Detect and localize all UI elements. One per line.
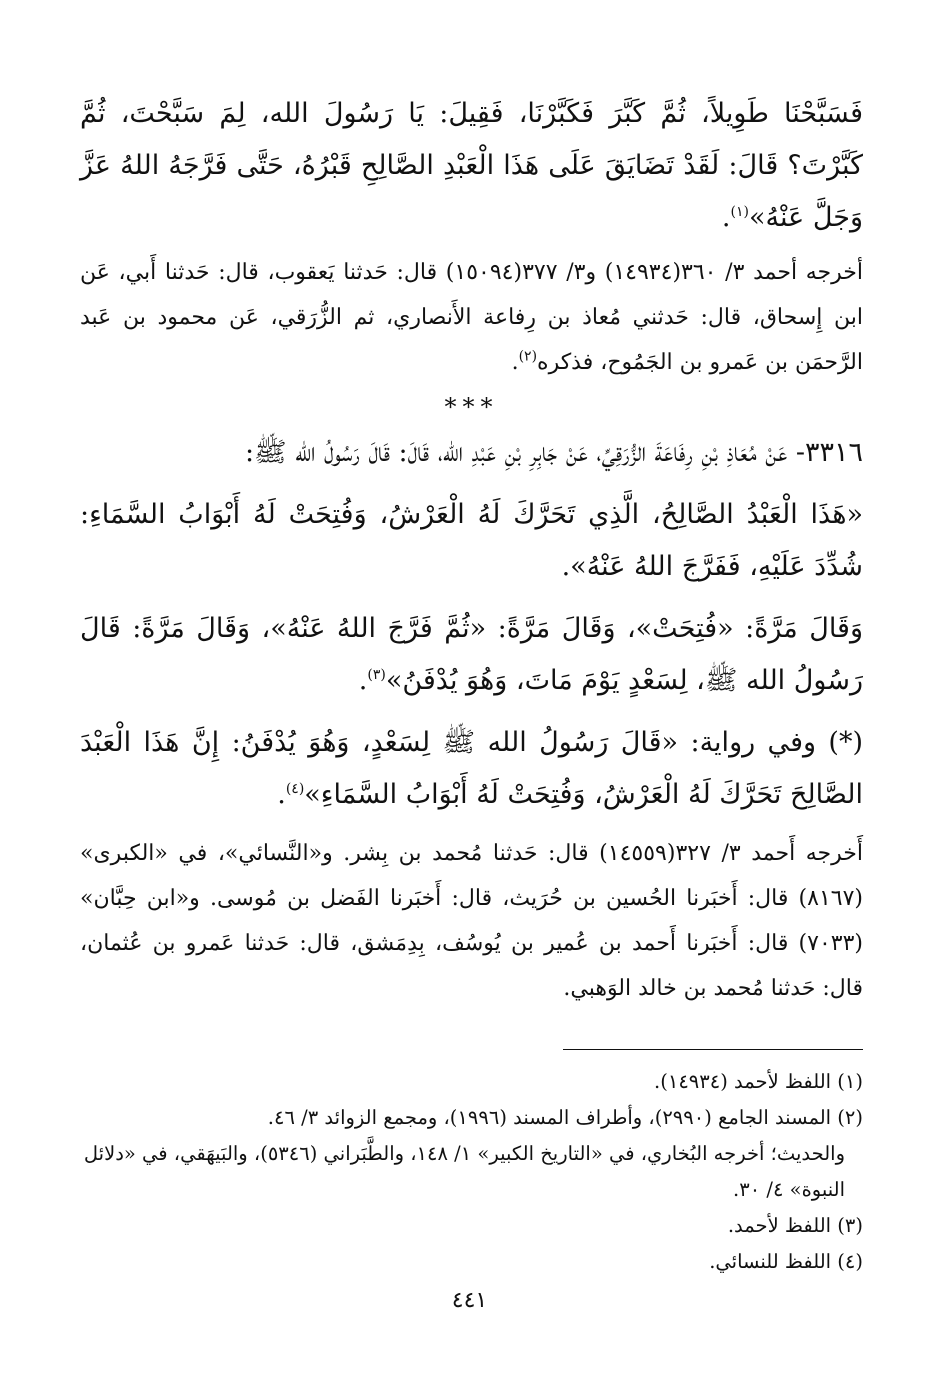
riwaya-text: (*) وفي رواية: «قَالَ رَسُولُ الله ﷺ لِسَعْدٍ، وَهُوَ يُدْفَنُ: إِنَّ هَذَا الْعَبْدَ الصَّالِحَ تَحَرَّكَ لَهُ الْعَرْشُ، وَفُتِحَتْ لَهُ أَبْوَابُ السَّمَاءِ» — [80, 727, 863, 810]
footnote-ref-3[interactable]: (٣) — [367, 667, 386, 683]
footnote-ref-2[interactable]: (٢) — [518, 348, 538, 365]
takhrij-paragraph-2: أَخرجه أَحمد ٣/ ٣٢٧(١٤٥٥٩) قال: حَدثنا مُحمد بن بِشر. و«النَّسائي»، في «الكبرى» (٨١٦٧) قال: أَخبَرنا الحُسين بن حُرَيث، قال: أَخبَرنا الفَضل بن مُوسى. و«ابن حِبَّان» (٧٠٣٣) قال: أَخبَرنا أَحمد بن عُمير بن يُوسُف، بِدِمَشق، قال: حَدثنا عَمرو بن عُثمان، قال: حَدثنا مُحمد بن خالد الوَهبي. — [80, 841, 863, 1001]
hadith-3316-matn: «هَذَا الْعَبْدُ الصَّالِحُ، الَّذِي تَحَرَّكَ لَهُ الْعَرْشُ، وَفُتِحَتْ لَهُ أَبْوَابُ السَّمَاءِ: شُدِّدَ عَلَيْهِ، فَفَرَّجَ اللهُ عَنْهُ». — [80, 499, 863, 582]
footnotes-section — [80, 1064, 863, 1280]
variants-text: وَقَالَ مَرَّةً: «فُتِحَتْ»، وَقَالَ مَرَّةً: «ثُمَّ فَرَّجَ اللهُ عَنْهُ»، وَقَالَ مَرَّةً: قَالَ رَسُولُ الله ﷺ، لِسَعْدٍ يَوْمَ مَاتَ، وَهُوَ يُدْفَنُ» — [80, 613, 863, 696]
footnote-4: (٤) اللفظ للنسائي. — [709, 1250, 863, 1273]
footnote-divider — [563, 1049, 863, 1050]
footnote-1: (١) اللفظ لأحمد (١٤٩٣٤). — [654, 1070, 863, 1093]
takhrij-1-text: أخرجه أحمد ٣/ ٣٦٠(١٤٩٣٤) و٣/ ٣٧٧(١٥٠٩٤) قال: حَدثنا يَعقوب، قال: حَدثنا أَبي، عَن ابن إِسحاق، قال: حَدثني مُعاذ بن رِفاعة الأَنصاري، ثم الزُّرَقي، عَن محمود بن عَبد الرَّحمَن بن عَمرو بن الجَمُوح، فذكره — [80, 260, 863, 375]
takhrij-1-end: . — [511, 350, 519, 375]
variants-end: . — [358, 665, 368, 696]
hadith-3316-variants — [80, 603, 863, 707]
takhrij-paragraph-1 — [80, 250, 863, 385]
hadith-3316-riwaya — [80, 717, 863, 821]
page-number: ٤٤١ — [451, 1288, 488, 1313]
footnote-3: (٣) اللفظ لأحمد. — [727, 1214, 863, 1237]
hadith-continuation-end: . — [721, 202, 731, 233]
hadith-continuation-text: فَسَبَّحْنَا طَوِيلاً، ثُمَّ كَبَّرَ فَكَبَّرْنَا، فَقِيلَ: يَا رَسُولَ الله، لِمَ سَبَّحْتَ، ثُمَّ كَبَّرْتَ؟ قَالَ: لَقَدْ تَضَايَقَ عَلَى هَذَا الْعَبْدِ الصَّالِحِ قَبْرُهُ، حَتَّى فَرَّجَهُ اللهُ عَزَّ وَجَلَّ عَنْهُ» — [80, 98, 864, 233]
footnote-2-continuation: والحديث؛ أخرجه البُخاري، في «التاريخ الكبير» ١/ ١٤٨، والطَّبَراني (٥٣٤٦)، والبَيهَقي، في «دلائل النبوة» ٤/ ٣٠. — [83, 1142, 845, 1201]
section-separator: *** — [444, 393, 499, 421]
hadith-3316-isnad: ٣٣١٦- عَنْ مُعَاذِ بْنِ رِفَاعَةَ الزُّرَقِيِّ، عَنْ جَابِرِ بْنِ عَبْدِ الله، قَالَ: قَالَ رَسُولُ الله ﷺ: — [244, 437, 863, 468]
riwaya-end: . — [277, 779, 286, 810]
hadith-continuation — [80, 88, 863, 244]
footnote-ref-4[interactable]: (٤) — [285, 781, 305, 797]
footnote-ref-1[interactable]: (١) — [730, 204, 749, 220]
footnote-2: (٢) المسند الجامع (٢٩٩٠)، وأطراف المسند (١٩٩٦)، ومجمع الزوائد ٣/ ٤٦. — [267, 1106, 863, 1129]
